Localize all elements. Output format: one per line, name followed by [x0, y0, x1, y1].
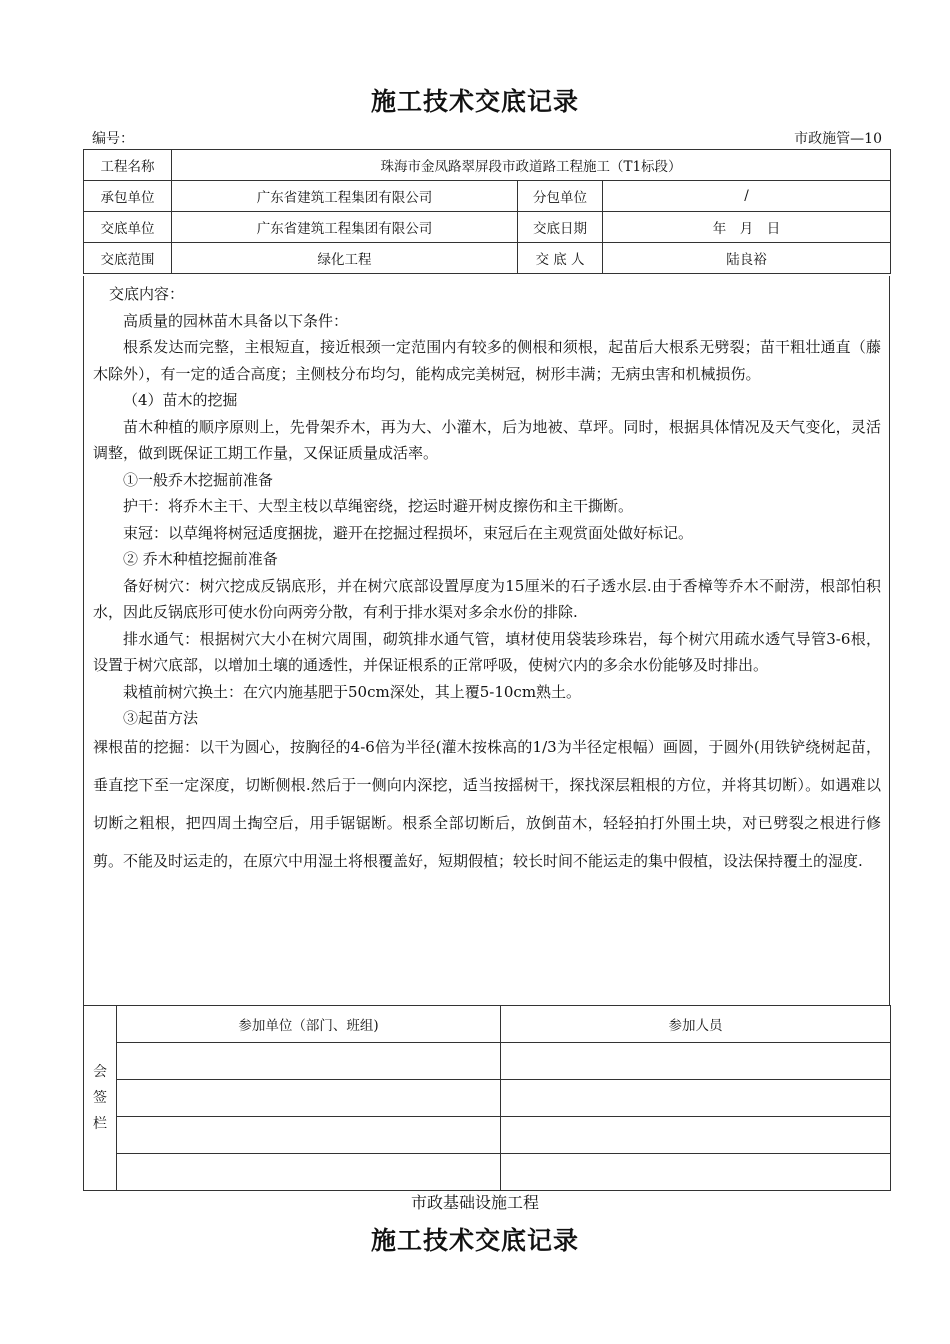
scope-value: 绿化工程	[172, 243, 518, 274]
signature-table	[83, 1005, 891, 1191]
participating-unit-header: 参加单位（部门、班组)	[117, 1006, 501, 1043]
content-paragraph: 栽植前树穴换土：在穴内施基肥于50cm深处，其上覆5-10cm熟土。	[123, 682, 582, 701]
unit-cell[interactable]	[117, 1080, 501, 1117]
briefer-value: 陆良裕	[603, 243, 891, 274]
document-code: 市政施管—10	[794, 131, 882, 147]
project-name-label: 工程名称	[84, 150, 172, 181]
signature-row	[84, 1080, 891, 1117]
participant-cell[interactable]	[501, 1080, 891, 1117]
content-paragraph: 根系发达而完整，主根短直，接近根颈一定范围内有较多的侧根和须根，起苗后大根系无劈裂；苗干粗壮通直（藤木除外），有一定的适合高度；主侧枝分布均匀，能构成完美树冠，树形丰满；无病虫害和机械损伤。	[93, 338, 881, 383]
subsection-heading: ③起苗方法	[123, 709, 199, 727]
project-name-value: 珠海市金凤路翠屏段市政道路工程施工（T1标段）	[172, 150, 891, 181]
project-row	[84, 150, 891, 181]
participant-cell[interactable]	[501, 1154, 891, 1191]
briefing-content	[83, 276, 890, 1005]
content-paragraph: 护干：将乔木主干、大型主枝以草绳密绕，挖运时避开树皮擦伤和主干撕断。	[123, 497, 634, 515]
countersign-char: 签	[93, 1090, 107, 1106]
serial-number-label: 编号：	[92, 131, 134, 147]
contractor-label: 承包单位	[84, 181, 172, 212]
content-paragraph: 裸根苗的挖掘：以干为圆心，按胸径的4-6倍为半径(灌木按株高的1/3为半径定根幅）画圆，于圆外(用铁铲绕树起苗，垂直挖下至一定深度，切断侧根.然后于一侧向内深挖，适当按摇树干，探找深层粗根的方位，并将其切断）。如遇难以切断之粗根，把四周土掏空后，用手锯锯断。根系全部切断后，放倒苗木，轻轻拍打外围土块，对已劈裂之根进行修剪。不能及时运走的，在原穴中用湿土将根覆盖好，短期假植；较长时间不能运走的集中假植，设法保持覆土的湿度.	[93, 737, 881, 870]
content-paragraph: 高质量的园林苗木具备以下条件：	[123, 311, 349, 330]
signature-row	[84, 1154, 891, 1191]
content-paragraph: 苗木种植的顺序原则上，先骨架乔木，再为大、小灌木，后为地被、草坪。同时，根据具体情况及天气变化，灵活调整，做到既保证工期工作量，又保证质量成活率。	[93, 417, 881, 462]
subcontractor-value: /	[603, 181, 891, 212]
subcontractor-label: 分包单位	[518, 181, 603, 212]
issuer-label: 交底单位	[84, 212, 172, 243]
subsection-heading: ② 乔木种植挖掘前准备	[123, 550, 278, 568]
contractor-value: 广东省建筑工程集团有限公司	[172, 181, 518, 212]
signature-row	[84, 1043, 891, 1080]
participants-header: 参加人员	[501, 1006, 891, 1043]
signature-row	[84, 1117, 891, 1154]
participant-cell[interactable]	[501, 1117, 891, 1154]
content-paragraph: 束冠：以草绳将树冠适度捆拢，避开在挖掘过程损坏，束冠后在主观赏面处做好标记。	[123, 523, 694, 542]
participant-cell[interactable]	[501, 1043, 891, 1080]
footer-caption: 市政基础设施工程	[410, 1193, 539, 1212]
content-paragraph: 排水通气：根据树穴大小在树穴周围，砌筑排水通气管，填材使用袋装珍珠岩，每个树穴用疏水透气导管3-6根，设置于树穴底部，以增加土壤的通透性，并保证根系的正常呼吸，使树穴内的多余水份能够及时排出。	[93, 629, 881, 674]
countersign-char: 会	[93, 1064, 107, 1080]
document-title: 施工技术交底记录	[370, 87, 579, 116]
unit-cell[interactable]	[117, 1154, 501, 1191]
contractor-row	[84, 181, 891, 212]
unit-cell[interactable]	[117, 1117, 501, 1154]
section-heading: （4）苗木的挖掘	[123, 391, 238, 409]
scope-label: 交底范围	[84, 243, 172, 274]
issuer-row	[84, 212, 891, 243]
issuer-value: 广东省建筑工程集团有限公司	[172, 212, 518, 243]
subsection-heading: ①一般乔木挖掘前准备	[123, 470, 274, 489]
countersign-char: 栏	[93, 1116, 107, 1132]
countersign-label	[84, 1006, 117, 1191]
unit-cell[interactable]	[117, 1043, 501, 1080]
content-paragraph: 备好树穴：树穴挖成反锅底形，并在树穴底部设置厚度为15厘米的石子透水层.由于香樟等乔木不耐涝，根部怕积水，因此反锅底形可使水份向两旁分散，有利于排水渠对多余水份的排除.	[93, 576, 881, 621]
date-value: 年 月 日	[603, 212, 891, 243]
date-label: 交底日期	[518, 212, 603, 243]
content-heading: 交底内容：	[109, 285, 185, 303]
scope-row	[84, 243, 891, 274]
project-info-table	[83, 149, 891, 274]
briefer-label: 交 底 人	[518, 243, 603, 274]
next-page-title: 施工技术交底记录	[370, 1226, 579, 1255]
signature-header-row	[84, 1006, 891, 1043]
